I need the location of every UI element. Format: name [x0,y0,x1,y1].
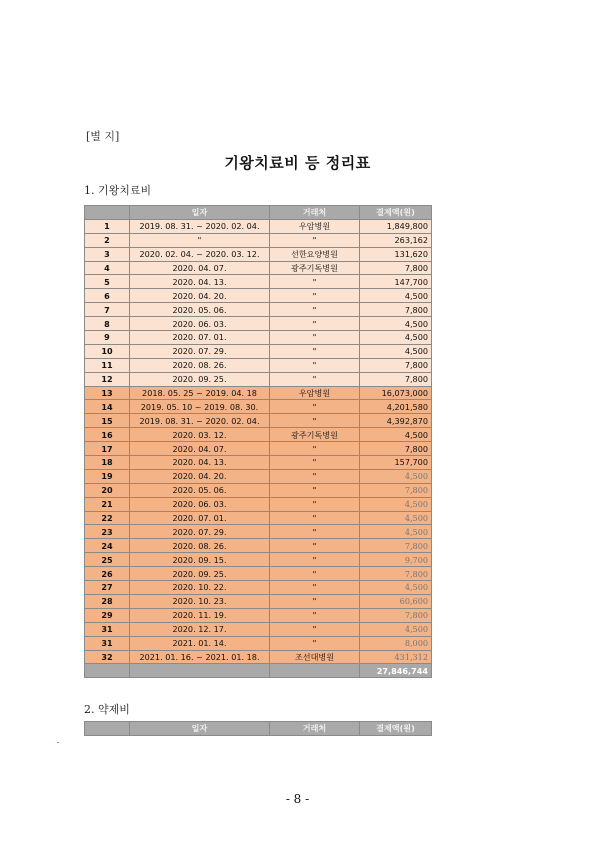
row-place: 선한요양병원 [270,247,360,261]
row-place: " [270,511,360,525]
header-place: 거래처 [270,206,360,220]
row-number: 1 [85,219,130,233]
row-date: " [130,233,270,247]
row-number: 5 [85,275,130,289]
row-place: 광주기독병원 [270,428,360,442]
row-place: 우암병원 [270,386,360,400]
row-number: 4 [85,261,130,275]
row-date: 2021. 01. 14. [130,636,270,650]
row-number: 32 [85,650,130,664]
row-date: 2020. 03. 12. [130,428,270,442]
table-row [85,414,432,428]
row-amount: 60,600 [360,594,432,608]
row-amount: 9,700 [360,553,432,567]
row-place: " [270,289,360,303]
row-place: " [270,372,360,386]
row-amount: 7,800 [360,567,432,581]
row-date: 2020. 04. 20. [130,289,270,303]
row-place: " [270,317,360,331]
row-place: " [270,594,360,608]
row-place: " [270,539,360,553]
table-row [85,636,432,650]
row-number: 22 [85,511,130,525]
row-number: 10 [85,344,130,358]
row-date: 2020. 07. 01. [130,331,270,345]
row-number: 7 [85,303,130,317]
row-amount: 7,800 [360,608,432,622]
row-amount: 131,620 [360,247,432,261]
table-total-row [85,664,432,678]
row-date: 2020. 07. 29. [130,525,270,539]
header-date: 일자 [130,722,270,736]
row-amount: 4,500 [360,622,432,636]
row-amount: 4,500 [360,581,432,595]
row-date: 2019. 08. 31. ~ 2020. 02. 04. [130,414,270,428]
row-number: 18 [85,456,130,470]
row-place: " [270,344,360,358]
table-row [85,456,432,470]
table-row [85,386,432,400]
row-amount: 4,500 [360,317,432,331]
row-number: 9 [85,331,130,345]
table-row [85,539,432,553]
row-place: 광주기독병원 [270,261,360,275]
row-amount: 1,849,800 [360,219,432,233]
table-row [85,511,432,525]
row-place: " [270,608,360,622]
row-amount: 7,800 [360,261,432,275]
row-number: 28 [85,594,130,608]
row-number: 16 [85,428,130,442]
row-place: " [270,233,360,247]
row-number: 25 [85,553,130,567]
row-date: 2019. 08. 31. ~ 2020. 02. 04. [130,219,270,233]
table-header-row [85,206,432,220]
table-row [85,400,432,414]
row-amount: 7,800 [360,442,432,456]
row-place: " [270,525,360,539]
page-title: 기왕치료비 등 정리표 [224,154,371,172]
row-date: 2020. 04. 13. [130,456,270,470]
row-date: 2020. 09. 25. [130,567,270,581]
total-amount: 27,846,744 [360,664,432,678]
table-row [85,317,432,331]
row-date: 2020. 02. 04. ~ 2020. 03. 12. [130,247,270,261]
row-date: 2020. 04. 13. [130,275,270,289]
row-amount: 7,800 [360,539,432,553]
row-place: " [270,636,360,650]
table-row [85,567,432,581]
row-amount: 4,500 [360,525,432,539]
stray-mark [57,742,59,743]
header-date: 일자 [130,206,270,220]
row-amount: 4,201,580 [360,400,432,414]
table-row [85,608,432,622]
row-place: " [270,553,360,567]
row-number: 6 [85,289,130,303]
row-place: " [270,400,360,414]
row-amount: 7,800 [360,372,432,386]
row-date: 2020. 09. 15. [130,553,270,567]
table-row [85,261,432,275]
table-row [85,525,432,539]
row-date: 2020. 08. 26. [130,358,270,372]
table-row [85,247,432,261]
header-number [85,722,130,736]
row-amount: 157,700 [360,456,432,470]
header-amount: 결제액(원) [360,206,432,220]
row-number: 15 [85,414,130,428]
header-place: 거래처 [270,722,360,736]
row-number: 20 [85,483,130,497]
row-number: 23 [85,525,130,539]
table-row [85,428,432,442]
table-row [85,275,432,289]
row-place: " [270,622,360,636]
row-amount: 7,800 [360,483,432,497]
row-number: 21 [85,497,130,511]
row-date: 2020. 07. 01. [130,511,270,525]
row-amount: 4,500 [360,344,432,358]
row-date: 2020. 04. 07. [130,261,270,275]
row-date: 2018. 05. 25 ~ 2019. 04. 18 [130,386,270,400]
row-date: 2020. 11. 19. [130,608,270,622]
row-date: 2020. 05. 06. [130,483,270,497]
table-row [85,650,432,664]
row-place: " [270,414,360,428]
table-row [85,483,432,497]
row-date: 2020. 10. 23. [130,594,270,608]
row-place: " [270,483,360,497]
table-row [85,622,432,636]
page-number: - 8 - [285,792,310,806]
table-row [85,331,432,345]
table-row [85,219,432,233]
row-number: 14 [85,400,130,414]
row-amount: 431,312 [360,650,432,664]
row-amount: 16,073,000 [360,386,432,400]
row-date: 2020. 10. 22. [130,581,270,595]
table-row [85,372,432,386]
row-amount: 4,500 [360,428,432,442]
row-number: 8 [85,317,130,331]
table-row [85,594,432,608]
table-row [85,553,432,567]
row-amount: 4,500 [360,331,432,345]
row-amount: 4,392,870 [360,414,432,428]
row-number: 12 [85,372,130,386]
row-number: 31 [85,636,130,650]
row-date: 2020. 05. 06. [130,303,270,317]
row-place: " [270,303,360,317]
header-number [85,206,130,220]
row-place: " [270,442,360,456]
row-amount: 147,700 [360,275,432,289]
table-header-row [85,722,432,736]
row-amount: 7,800 [360,358,432,372]
row-place: " [270,497,360,511]
row-amount: 4,500 [360,289,432,303]
row-number: 26 [85,567,130,581]
row-place: " [270,456,360,470]
row-place: 조선대병원 [270,650,360,664]
row-number: 3 [85,247,130,261]
row-place: 우암병원 [270,219,360,233]
table-row [85,358,432,372]
row-date: 2021. 01. 16. ~ 2021. 01. 18. [130,650,270,664]
row-number: 13 [85,386,130,400]
row-number: 27 [85,581,130,595]
row-place: " [270,469,360,483]
table-row [85,469,432,483]
row-date: 2020. 09. 25. [130,372,270,386]
table-row [85,233,432,247]
row-date: 2020. 06. 03. [130,497,270,511]
row-amount: 263,162 [360,233,432,247]
row-number: 31 [85,622,130,636]
table-row [85,497,432,511]
row-number: 2 [85,233,130,247]
row-place: " [270,567,360,581]
row-amount: 8,000 [360,636,432,650]
row-amount: 7,800 [360,303,432,317]
table-row [85,303,432,317]
table-row [85,581,432,595]
attachment-label: [별 지] [86,130,120,143]
row-date: 2020. 07. 29. [130,344,270,358]
total-empty-cell [130,664,270,678]
section-heading-treatment: 1. 기왕치료비 [84,184,152,197]
total-empty-cell [85,664,130,678]
row-place: " [270,581,360,595]
row-amount: 4,500 [360,469,432,483]
row-place: " [270,331,360,345]
row-date: 2020. 04. 20. [130,469,270,483]
table-row [85,344,432,358]
row-number: 29 [85,608,130,622]
row-amount: 4,500 [360,497,432,511]
table-row [85,289,432,303]
table-row [85,442,432,456]
row-date: 2020. 12. 17. [130,622,270,636]
row-number: 11 [85,358,130,372]
header-amount: 결제액(원) [360,722,432,736]
total-empty-cell [270,664,360,678]
section-heading-pharmacy: 2. 약제비 [84,703,130,716]
row-number: 17 [85,442,130,456]
pharmacy-cost-table [84,721,432,736]
table-body [85,219,432,677]
row-place: " [270,275,360,289]
row-date: 2019. 05. 10 ~ 2019. 08. 30. [130,400,270,414]
row-amount: 4,500 [360,511,432,525]
treatment-cost-table [84,205,432,678]
row-date: 2020. 06. 03. [130,317,270,331]
row-place: " [270,358,360,372]
row-number: 24 [85,539,130,553]
row-number: 19 [85,469,130,483]
row-date: 2020. 08. 26. [130,539,270,553]
row-date: 2020. 04. 07. [130,442,270,456]
